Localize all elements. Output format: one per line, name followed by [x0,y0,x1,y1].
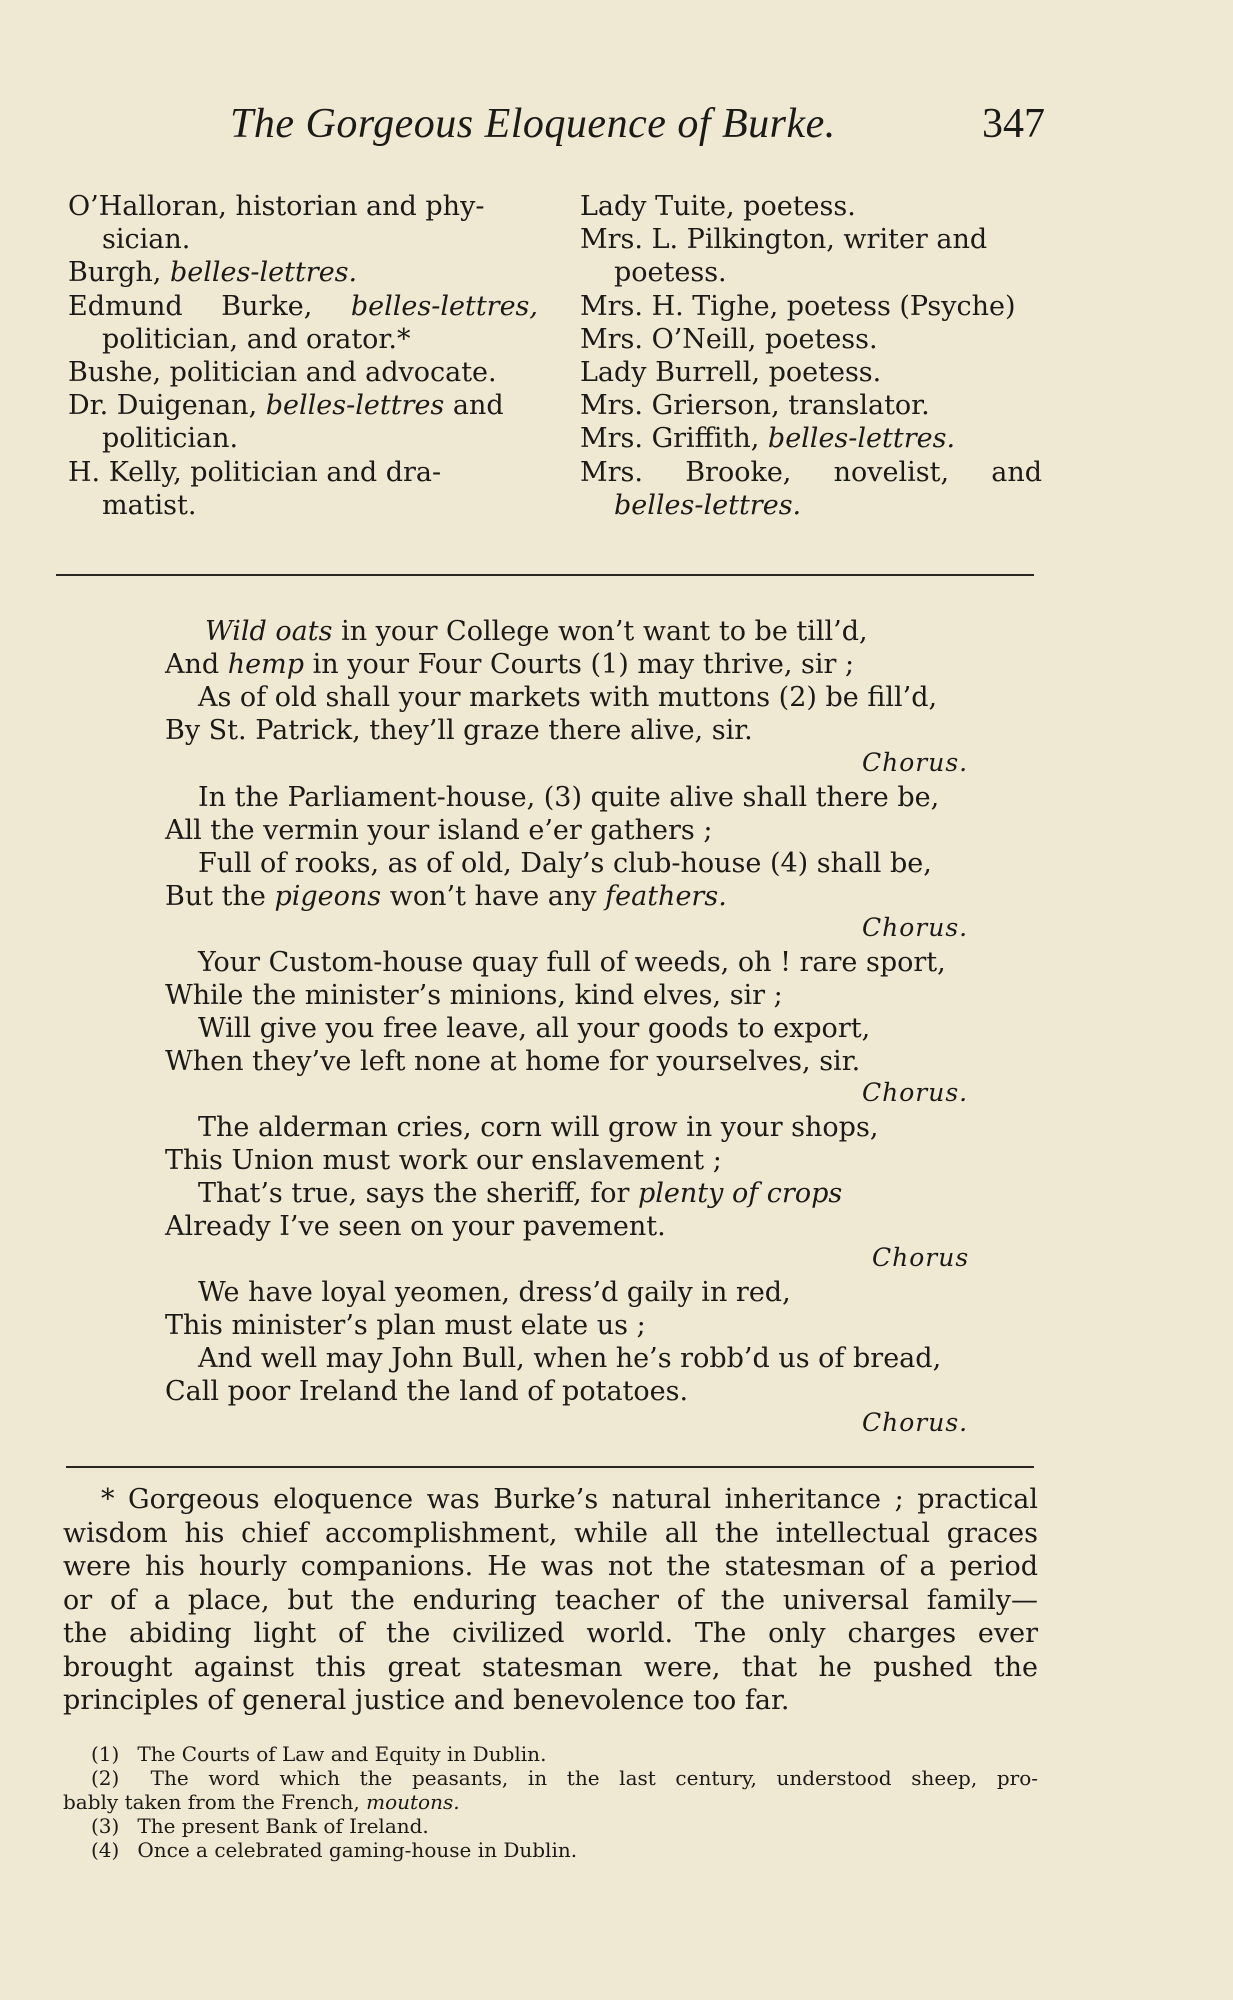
poem-line: Full of rooks, as of old, Daly’s club-house (4) shall be, [198,848,932,879]
list-entry [580,356,1042,389]
note-line: or of a place, but the enduring teacher of the universal family— [63,1584,1038,1616]
entry-line: Lady Burrell, poetess. [580,357,882,389]
footnote-text: The present Bank of Ireland. [137,1814,429,1838]
entry-role: belles-lettres. [767,423,956,455]
poem-line: The alderman cries, corn will grow in your shops, [198,1112,879,1143]
poem-emphasis: feathers. [605,881,727,912]
chorus-label: Chorus. [862,748,969,777]
entry-role: belles-lettres, [350,290,538,322]
note-line: were his hourly companions. He was not the statesman of a period [63,1551,1038,1582]
chorus-label: Chorus. [862,1408,969,1437]
list-entry [580,456,1042,522]
note-line: wisdom his chief accomplishment, while all the intellectual graces [63,1517,1038,1549]
poem-line [165,648,854,681]
entry-name: Mrs. Griffith, [580,423,768,455]
entry-line [68,389,538,422]
list-entry [580,422,1042,455]
left-name-column [68,190,538,522]
poem-line: All the vermin your island e’er gathers ; [165,815,713,846]
entry-line: O’Halloran, historian and phy- [68,191,485,222]
poem-text: But the [165,881,275,912]
chorus-label: Chorus [872,1243,970,1272]
poem-line: And well may John Bull, when he’s robb’d us of bread, [198,1343,942,1374]
burke-footnote [63,1483,1038,1718]
poem-line: By St. Patrick, they’ll graze there alive, sir. [165,715,753,746]
footnote-divider [66,1466,1034,1468]
chorus-label: Chorus. [862,1078,969,1107]
footnote-number: (3) [91,1814,120,1838]
poem-text: in your College won’t want to be till’d, [332,616,868,647]
running-head [230,100,1045,150]
footnote-emphasis: moutons. [366,1790,460,1814]
list-entry [580,323,1042,356]
entry-line: sician. [102,224,191,256]
page-number: 347 [982,101,1045,147]
poem-emphasis: plenty of crops [638,1178,843,1209]
poem-line: This minister’s plan must elate us ; [165,1310,646,1341]
entry-line: H. Kelly, politician and dra- [68,456,442,488]
entry-line: politician, and orator.* [102,323,411,355]
note-line: the abiding light of the civilized world. The only charges ever [63,1618,1038,1649]
poem-line: Your Custom-house quay full of weeds, oh ! rare sport, [198,947,946,978]
entry-role: belles-lettres. [169,257,358,289]
footnote-number: (1) [91,1742,120,1766]
entry-line: Mrs. H. Tighe, poetess (Psyche) [580,290,1016,322]
footnote-line [63,1814,1038,1838]
entry-line [580,422,1042,455]
footnote-number: (2) [91,1766,120,1790]
list-entry [580,290,1042,323]
footnote-text: The word which the peasants, in the last century, understood sheep, pro- [150,1766,1039,1790]
poem-line [205,615,868,648]
entry-line: belles-lettres. [614,489,802,521]
list-entry [68,256,538,289]
entry-line: Mrs. O’Neill, poetess. [580,323,878,355]
entry-line: Mrs. Grierson, translator. [580,390,930,422]
entry-line: Bushe, politician and advocate. [68,357,497,389]
poem-line: As of old shall your markets with muttons (2) be fill’d, [198,682,938,713]
footnote-line [63,1838,1038,1862]
poem-line [165,880,727,913]
entry-line: politician. [102,423,239,455]
footnote-number: (4) [91,1838,120,1862]
poem-line: Already I’ve seen on your pavement. [165,1211,666,1242]
entry-name: Dr. Duigenan, [68,390,266,422]
entry-line: Mrs. L. Pilkington, writer and [580,224,988,256]
list-entry [68,290,538,356]
list-entry [68,389,538,455]
list-entry [580,223,1042,289]
poem-text: won’t have any [381,881,606,912]
entry-tail: and [444,390,504,422]
note-line: brought against this great statesman were, that he pushed the [63,1651,1038,1683]
poem-emphasis: pigeons [274,881,382,912]
poem-line [198,1177,842,1210]
poem-line: While the minister’s minions, kind elves, sir ; [165,980,783,1011]
footnote-text: The Courts of Law and Equity in Dublin. [137,1742,547,1766]
note-line: principles of general justice and benevolence too far. [63,1685,790,1716]
poem-line: In the Parliament-house, (3) quite alive shall there be, [198,782,940,813]
footnote-line [63,1766,1038,1790]
section-divider [56,574,1034,576]
entry-line [68,290,538,323]
poem-text: And [165,649,228,680]
list-entry [68,356,538,389]
footnote-text: bably taken from the French, [63,1790,367,1814]
poem-text: That’s true, says the sheriff, for [198,1178,638,1209]
entry-line [68,256,538,289]
poem-line: Will give you free leave, all your goods to export, [198,1013,871,1044]
list-entry [68,456,538,522]
list-entry [580,389,1042,422]
footnote-line [63,1790,1038,1814]
entry-role: belles-lettres [265,390,445,422]
list-entry [580,190,1042,223]
footnote-line [63,1742,1038,1766]
footnote-text: Once a celebrated gaming-house in Dublin. [137,1838,578,1862]
entry-name: Burgh, [68,257,170,289]
numbered-footnotes [63,1742,1038,1862]
note-line: * Gorgeous eloquence was Burke’s natural inheritance ; practical [101,1484,1038,1515]
poem-line: We have loyal yeomen, dress’d gaily in red, [198,1277,791,1308]
list-entry [68,190,538,256]
poem-text: in your Four Courts (1) may thrive, sir ; [304,649,855,680]
chorus-label: Chorus. [862,913,969,942]
entry-line: Lady Tuite, poetess. [580,191,856,222]
entry-name: Edmund Burke, [68,290,351,322]
poem-emphasis: hemp [227,649,305,680]
poem-line: When they’ve left none at home for yourselves, sir. [165,1046,861,1077]
poem-line: This Union must work our enslavement ; [165,1145,722,1176]
poem-line: Call poor Ireland the land of potatoes. [165,1376,689,1407]
right-name-column [580,190,1042,522]
entry-line: Mrs. Brooke, novelist, and [580,456,1042,488]
running-title: The Gorgeous Eloquence of Burke. [230,101,836,147]
entry-line: poetess. [614,257,727,289]
poem-emphasis: Wild oats [205,616,333,647]
entry-line: matist. [102,489,197,521]
